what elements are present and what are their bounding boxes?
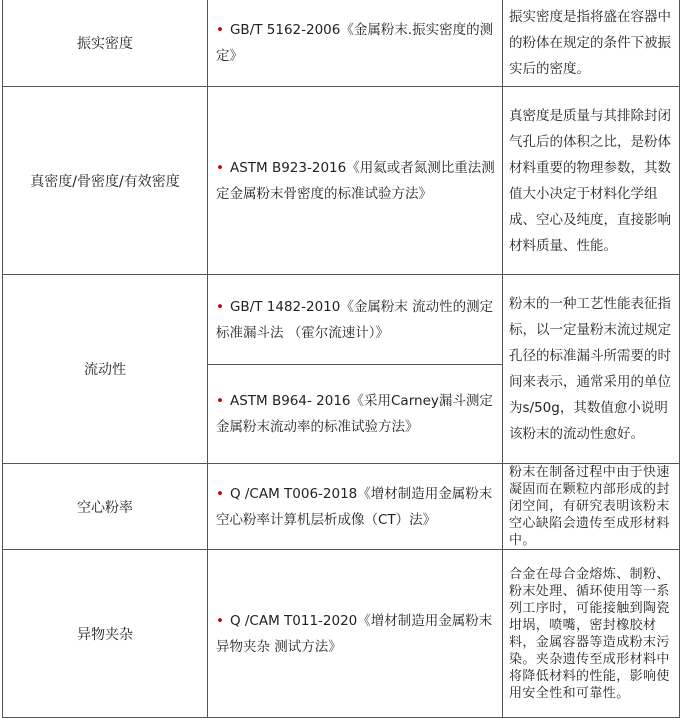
- standard-cell: [208, 275, 503, 365]
- standard-cell: [208, 0, 503, 87]
- standard-text: Q /CAM T006-2018《增材制造用金属粉末空心粉率计算机层析成像（CT）法》: [216, 485, 493, 528]
- property-cell: 振实密度: [3, 0, 208, 87]
- table-row-flowability-a: [3, 275, 680, 365]
- standard-text: ASTM B964- 2016《采用Carney漏斗测定金属粉末流动率的标准试验方法》: [216, 393, 493, 435]
- standard-cell: [208, 365, 503, 464]
- bullet-icon: •: [216, 159, 224, 176]
- bullet-icon: •: [216, 298, 224, 315]
- property-cell: 异物夹杂: [3, 550, 208, 718]
- description-cell: 真密度是质量与其排除封闭气孔后的体积之比，是粉体材料重要的物理参数，其数值大小决定于材料化学组成、空心及纯度，直接影响材料质量、性能。: [503, 87, 680, 275]
- bullet-icon: •: [216, 393, 224, 409]
- table-row-true-density: [3, 87, 680, 275]
- bullet-icon: •: [216, 612, 224, 629]
- bullet-icon: •: [216, 22, 224, 38]
- standard-text: GB/T 5162-2006《金属粉末.振实密度的测定》: [216, 22, 494, 64]
- standard-cell: [208, 87, 503, 275]
- table-row-foreign-inclusions: [3, 550, 680, 718]
- powder-test-standards-table: [2, 0, 680, 718]
- standard-text: Q /CAM T011-2020《增材制造用金属粉末异物夹杂 测试方法》: [216, 612, 493, 655]
- standard-text: ASTM B923-2016《用氦或者氮测比重法测定金属粉末骨密度的标准试验方法》: [216, 159, 495, 202]
- description-cell: 粉末的一种工艺性能表征指标，以一定量粉末流过规定孔径的标准漏斗所需要的时间来表示，通常采用的单位为s/50g，其数值愈小说明该粉末的流动性愈好。: [503, 275, 680, 464]
- description-cell: 振实密度是指将盛在容器中的粉体在规定的条件下被振实后的密度。: [503, 0, 680, 87]
- property-cell: 流动性: [3, 275, 208, 464]
- description-cell: 粉末在制备过程中由于快速凝固而在颗粒内部形成的封闭空间，有研究表明该粉末空心缺陷会遗传至成形材料中。: [503, 464, 680, 550]
- bullet-icon: •: [216, 485, 224, 502]
- table-row-tap-density: [3, 0, 680, 87]
- table-row-hollow-powder: [3, 464, 680, 550]
- description-cell: 合金在母合金熔炼、制粉、粉末处理、循环使用等一系列工序时，可能接触到陶瓷坩埚，喷嘴，密封橡胶材料，金属容器等造成粉末污染。夹杂遗传至成形材料中将降低材料的性能，影响使用安全性和可靠性。: [503, 550, 680, 718]
- standard-text: GB/T 1482-2010《金属粉末 流动性的测定 标准漏斗法 （霍尔流速计）》: [216, 298, 494, 341]
- property-cell: 真密度/骨密度/有效密度: [3, 87, 208, 275]
- standard-cell: [208, 464, 503, 550]
- property-cell: 空心粉率: [3, 464, 208, 550]
- standard-cell: [208, 550, 503, 718]
